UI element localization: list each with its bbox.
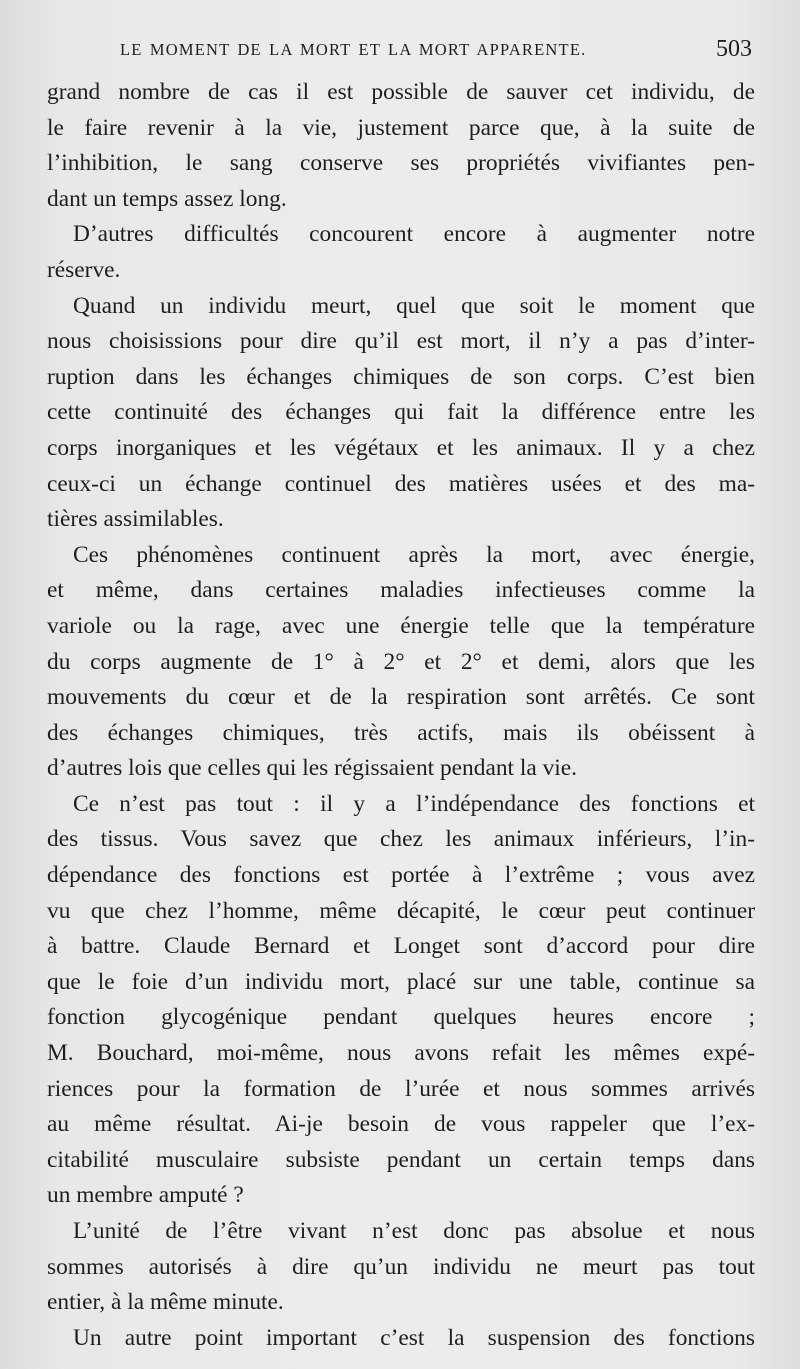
text-line: du corps augmente de 1° à 2° et 2° et demi, alors que les xyxy=(47,648,755,675)
text-line: le faire revenir à la vie, justement parce que, à la suite de xyxy=(47,114,755,141)
text-line: riences pour la formation de l’urée et nous sommes arrivés xyxy=(47,1075,755,1102)
text-line: entier, à la même minute. xyxy=(47,1289,284,1316)
text-line: dépendance des fonctions est portée à l’extrême ; vous avez xyxy=(47,862,755,889)
page-number: 503 xyxy=(716,36,752,62)
text-line: dant un temps assez long. xyxy=(47,185,287,212)
text-line: corps inorganiques et les végétaux et les animaux. Il y a chez xyxy=(47,434,755,461)
text-line: et même, dans certaines maladies infectieuses comme la xyxy=(47,577,755,604)
text-line: des échanges chimiques, très actifs, mais ils obéissent à xyxy=(47,719,755,746)
running-head: LE MOMENT DE LA MORT ET LA MORT APPARENTE. xyxy=(120,40,587,59)
text-line: D’autres difficultés concourent encore à augmenter notre xyxy=(73,221,755,248)
text-line: Un autre point important c’est la suspension des fonctions xyxy=(73,1324,755,1351)
text-line: sommes autorisés à dire qu’un individu ne meurt pas tout xyxy=(47,1253,755,1280)
text-line: mouvements du cœur et de la respiration sont arrêtés. Ce sont xyxy=(47,684,755,711)
text-line: au même résultat. Ai-je besoin de vous rappeler que l’ex- xyxy=(47,1111,755,1138)
text-line: cette continuité des échanges qui fait la différence entre les xyxy=(47,399,755,426)
text-line: tières assimilables. xyxy=(47,506,224,533)
text-line: nous choisissions pour dire qu’il est mort, il n’y a pas d’inter- xyxy=(47,328,755,355)
text-line: à battre. Claude Bernard et Longet sont d’accord pour dire xyxy=(47,933,755,960)
text-line: variole ou la rage, avec une énergie telle que la température xyxy=(47,612,755,639)
text-line: fonction glycogénique pendant quelques heures encore ; xyxy=(47,1004,755,1031)
text-line: des tissus. Vous savez que chez les animaux inférieurs, l’in- xyxy=(47,826,755,853)
body-text xyxy=(47,75,755,1356)
text-line: d’autres lois que celles qui les régissaient pendant la vie. xyxy=(47,755,578,782)
text-line: grand nombre de cas il est possible de sauver cet individu, de xyxy=(47,79,755,105)
text-line: l’inhibition, le sang conserve ses propriétés vivifiantes pen- xyxy=(47,150,755,177)
text-line: ceux-ci un échange continuel des matières usées et des ma- xyxy=(47,470,755,497)
text-line: citabilité musculaire subsiste pendant un certain temps dans xyxy=(47,1146,755,1173)
text-line: réserve. xyxy=(47,256,121,283)
text-line: un membre amputé ? xyxy=(47,1182,244,1209)
text-line: L’unité de l’être vivant n’est donc pas absolue et nous xyxy=(73,1218,755,1244)
text-line: que le foie d’un individu mort, placé sur une table, continue sa xyxy=(47,968,755,995)
text-line: M. Bouchard, moi-même, nous avons refait les mêmes expé- xyxy=(47,1040,755,1067)
text-line: Ce n’est pas tout : il y a l’indépendance des fonctions et xyxy=(73,790,755,817)
text-line: vu que chez l’homme, même décapité, le cœur peut continuer xyxy=(47,897,755,924)
text-line: ruption dans les échanges chimiques de son corps. C’est bien xyxy=(47,363,755,390)
text-line: Ces phénomènes continuent après la mort, avec énergie, xyxy=(73,541,755,568)
page-header xyxy=(120,36,752,66)
text-line: Quand un individu meurt, quel que soit le moment que xyxy=(73,292,755,319)
